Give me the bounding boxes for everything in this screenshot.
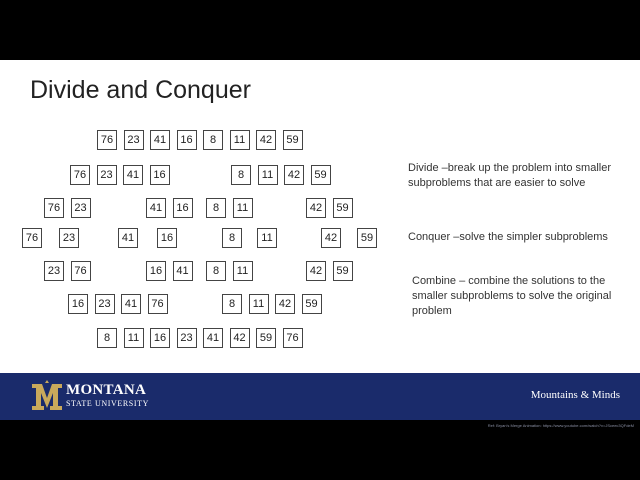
array-cell: 8 bbox=[203, 130, 223, 150]
array-cell: 76 bbox=[70, 165, 90, 185]
logo-wordmark: MONTANA bbox=[66, 382, 147, 398]
logo-subtitle: STATE UNIVERSITY bbox=[66, 399, 149, 408]
array-cell: 59 bbox=[357, 228, 377, 248]
array-cell: 41 bbox=[121, 294, 141, 314]
array-cell: 76 bbox=[283, 328, 303, 348]
footer-bar bbox=[0, 373, 640, 428]
array-cell: 8 bbox=[206, 198, 226, 218]
array-cell: 42 bbox=[284, 165, 304, 185]
array-cell: 8 bbox=[97, 328, 117, 348]
array-cell: 42 bbox=[256, 130, 276, 150]
array-cell: 41 bbox=[173, 261, 193, 281]
conquer-description: Conquer –solve the simpler subproblems bbox=[408, 231, 608, 243]
array-cell: 41 bbox=[203, 328, 223, 348]
source-credit: Ref: Bryan's Merge Animation: https://www.youtube.com/watch?v=JSceec3QFdeM bbox=[487, 423, 634, 428]
array-cell: 42 bbox=[306, 198, 326, 218]
array-cell: 41 bbox=[146, 198, 166, 218]
array-cell: 11 bbox=[233, 261, 253, 281]
slide-title: Divide and Conquer bbox=[30, 76, 251, 104]
array-cell: 11 bbox=[233, 198, 253, 218]
array-cell: 11 bbox=[249, 294, 269, 314]
array-cell: 16 bbox=[68, 294, 88, 314]
array-cell: 16 bbox=[150, 328, 170, 348]
array-cell: 11 bbox=[124, 328, 144, 348]
array-cell: 8 bbox=[222, 228, 242, 248]
array-cell: 59 bbox=[311, 165, 331, 185]
array-cell: 76 bbox=[44, 198, 64, 218]
array-cell: 41 bbox=[118, 228, 138, 248]
montana-state-m-icon bbox=[30, 380, 64, 412]
array-cell: 11 bbox=[257, 228, 277, 248]
array-cell: 76 bbox=[22, 228, 42, 248]
array-cell: 23 bbox=[97, 165, 117, 185]
array-cell: 42 bbox=[275, 294, 295, 314]
array-cell: 23 bbox=[44, 261, 64, 281]
array-cell: 23 bbox=[124, 130, 144, 150]
array-cell: 76 bbox=[71, 261, 91, 281]
array-cell: 59 bbox=[333, 261, 353, 281]
array-cell: 59 bbox=[302, 294, 322, 314]
array-cell: 23 bbox=[71, 198, 91, 218]
array-cell: 41 bbox=[150, 130, 170, 150]
array-cell: 23 bbox=[177, 328, 197, 348]
array-cell: 16 bbox=[177, 130, 197, 150]
combine-description: Combine – combine the solutions to the smaller subproblems to solve the original problem bbox=[412, 275, 612, 317]
array-cell: 59 bbox=[333, 198, 353, 218]
array-cell: 41 bbox=[123, 165, 143, 185]
array-cell: 42 bbox=[306, 261, 326, 281]
array-cell: 42 bbox=[321, 228, 341, 248]
array-cell: 76 bbox=[97, 130, 117, 150]
array-cell: 11 bbox=[258, 165, 278, 185]
array-cell: 8 bbox=[231, 165, 251, 185]
array-cell: 23 bbox=[59, 228, 79, 248]
array-cell: 16 bbox=[146, 261, 166, 281]
divide-description: Divide –break up the problem into smaller subproblems that are easier to solve bbox=[408, 162, 611, 189]
array-cell: 23 bbox=[95, 294, 115, 314]
array-cell: 8 bbox=[206, 261, 226, 281]
array-cell: 59 bbox=[283, 130, 303, 150]
slide bbox=[0, 60, 640, 428]
array-cell: 8 bbox=[222, 294, 242, 314]
array-cell: 16 bbox=[173, 198, 193, 218]
array-cell: 16 bbox=[150, 165, 170, 185]
tagline: Mountains & Minds bbox=[530, 389, 620, 401]
array-cell: 42 bbox=[230, 328, 250, 348]
array-cell: 59 bbox=[256, 328, 276, 348]
array-cell: 76 bbox=[148, 294, 168, 314]
array-cell: 16 bbox=[157, 228, 177, 248]
array-cell: 11 bbox=[230, 130, 250, 150]
